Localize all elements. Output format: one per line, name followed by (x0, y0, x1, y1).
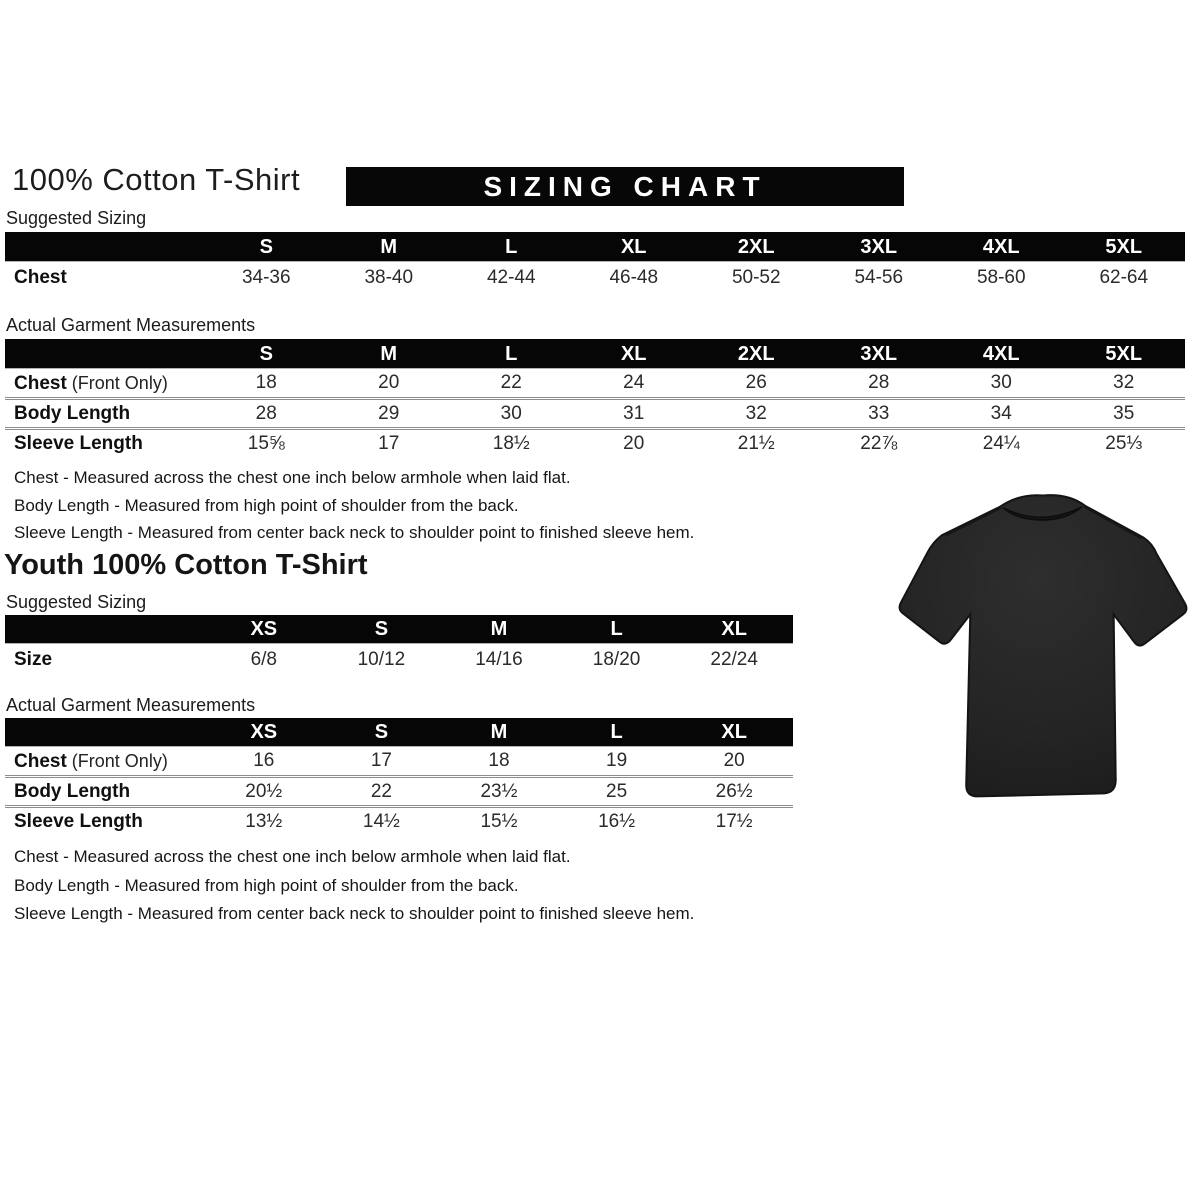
size-column-header: L (610, 721, 623, 743)
measurement-note-line: Sleeve Length - Measured from center back neck to shoulder point to finished sleeve hem. (14, 904, 695, 923)
row-label: Chest (Front Only) (14, 373, 168, 394)
value-cell: 26 (745, 372, 767, 393)
size-column-header: XS (250, 618, 278, 640)
value-cell: 34-36 (241, 267, 291, 288)
value-cell: 22 (370, 781, 392, 802)
value-cell: 20 (378, 372, 400, 393)
value-cell: 25 (606, 781, 628, 802)
table-row (5, 775, 793, 805)
table-header-row (5, 339, 1185, 368)
size-column-header: M (490, 618, 508, 640)
size-column-header: M (380, 236, 398, 258)
size-column-header: 2XL (737, 343, 775, 365)
size-column-header: S (259, 236, 273, 258)
value-cell: 29 (378, 403, 400, 424)
table-row (5, 368, 1185, 397)
value-cell: 10/12 (357, 649, 406, 670)
row-label: Body Length (14, 781, 131, 802)
value-cell: 6/8 (250, 649, 277, 670)
size-column-header: 3XL (860, 236, 898, 258)
value-cell: 20½ (245, 781, 283, 802)
value-cell: 18 (488, 750, 510, 771)
sizing-chart-banner: SIZING CHART (346, 167, 904, 206)
value-cell: 26½ (715, 781, 753, 802)
header-corner-cell (5, 615, 205, 643)
value-cell: 16½ (598, 811, 636, 832)
adult-suggested-sizing-table (5, 232, 1185, 293)
value-cell: 14½ (362, 811, 400, 832)
table-row (5, 261, 1185, 293)
measurement-note-line: Sleeve Length - Measured from center back neck to shoulder point to finished sleeve hem. (14, 523, 695, 542)
value-cell: 17½ (715, 811, 753, 832)
measurement-note-line: Chest - Measured across the chest one inch below armhole when laid flat. (14, 847, 571, 866)
row-label: Chest (14, 267, 67, 288)
measurement-note-line: Chest - Measured across the chest one inch below armhole when laid flat. (14, 468, 571, 487)
size-column-header: L (505, 236, 518, 258)
value-cell: 14/16 (475, 649, 523, 670)
value-cell: 20 (723, 750, 745, 771)
youth-section-title: Youth 100% Cotton T-Shirt (4, 549, 368, 581)
value-cell: 22⅞ (860, 433, 898, 454)
size-column-header: M (380, 343, 398, 365)
size-column-header: XL (721, 618, 747, 640)
value-cell: 18/20 (592, 649, 641, 670)
table-header-row (5, 232, 1185, 261)
value-cell: 62-64 (1099, 267, 1149, 288)
value-cell: 25⅓ (1105, 433, 1143, 454)
size-column-header: S (374, 618, 389, 640)
value-cell: 33 (868, 403, 890, 424)
value-cell: 16 (253, 750, 275, 771)
value-cell: 46-48 (609, 267, 659, 288)
value-cell: 23½ (480, 781, 518, 802)
size-column-header: 5XL (1105, 343, 1143, 365)
size-column-header: S (374, 721, 389, 743)
value-cell: 58-60 (976, 267, 1026, 288)
value-cell: 19 (606, 750, 628, 771)
value-cell: 15⅝ (247, 433, 285, 454)
row-label: Size (14, 649, 53, 670)
row-label: Sleeve Length (14, 433, 143, 454)
size-column-header: L (505, 343, 518, 365)
youth-measurement-notes (14, 843, 694, 929)
tshirt-product-image (893, 474, 1193, 822)
value-cell: 18½ (492, 433, 530, 454)
value-cell: 24 (623, 372, 645, 393)
youth-garment-measurements-table (5, 718, 793, 835)
table-row (5, 805, 793, 835)
value-cell: 21½ (737, 433, 775, 454)
table-row (5, 746, 793, 775)
table-row (5, 397, 1185, 427)
row-label: Sleeve Length (14, 811, 143, 832)
measurement-note-line: Body Length - Measured from high point of shoulder from the back. (14, 875, 519, 895)
value-cell: 32 (1113, 372, 1135, 393)
value-cell: 13½ (245, 811, 283, 832)
value-cell: 31 (623, 403, 645, 424)
header-corner-cell (5, 718, 205, 746)
size-column-header: 2XL (737, 236, 775, 258)
header-corner-cell (5, 339, 205, 368)
size-column-header: XS (250, 721, 278, 743)
adult-garment-measurements-label: Actual Garment Measurements (6, 315, 256, 335)
size-column-header: XL (620, 343, 647, 365)
adult-measurement-notes (14, 464, 694, 547)
size-column-header: 3XL (860, 343, 898, 365)
row-label: Body Length (14, 403, 131, 424)
value-cell: 28 (868, 372, 890, 393)
size-column-header: XL (721, 721, 747, 743)
value-cell: 17 (378, 433, 400, 454)
value-cell: 50-52 (731, 267, 781, 288)
value-cell: 15½ (480, 811, 518, 832)
value-cell: 54-56 (854, 267, 904, 288)
value-cell: 24¼ (982, 433, 1020, 454)
adult-suggested-sizing-label: Suggested Sizing (6, 208, 147, 228)
size-column-header: XL (620, 236, 647, 258)
value-cell: 38-40 (364, 267, 414, 288)
size-column-header: S (259, 343, 273, 365)
value-cell: 20 (623, 433, 645, 454)
row-label: Chest (Front Only) (14, 751, 168, 772)
value-cell: 22/24 (710, 649, 758, 670)
value-cell: 32 (745, 403, 767, 424)
value-cell: 28 (255, 403, 277, 424)
size-column-header: 4XL (982, 236, 1020, 258)
youth-garment-measurements-label: Actual Garment Measurements (6, 695, 256, 715)
value-cell: 30 (500, 403, 522, 424)
table-row (5, 643, 793, 675)
table-row (5, 427, 1185, 457)
size-column-header: M (490, 721, 508, 743)
measurement-note-line: Body Length - Measured from high point of shoulder from the back. (14, 495, 519, 515)
value-cell: 34 (990, 403, 1012, 424)
value-cell: 18 (255, 372, 277, 393)
header-corner-cell (5, 232, 205, 261)
page-title: 100% Cotton T-Shirt (12, 162, 301, 197)
adult-garment-measurements-table (5, 339, 1185, 457)
size-column-header: L (610, 618, 623, 640)
value-cell: 35 (1113, 403, 1135, 424)
youth-suggested-sizing-label: Suggested Sizing (6, 592, 147, 612)
value-cell: 30 (990, 372, 1012, 393)
size-column-header: 4XL (982, 343, 1020, 365)
value-cell: 22 (500, 372, 522, 393)
value-cell: 17 (370, 750, 392, 771)
value-cell: 42-44 (486, 267, 536, 288)
youth-suggested-sizing-table (5, 615, 793, 675)
table-header-row (5, 718, 793, 746)
size-column-header: 5XL (1105, 236, 1143, 258)
tshirt-silhouette (900, 495, 1187, 796)
table-header-row (5, 615, 793, 643)
